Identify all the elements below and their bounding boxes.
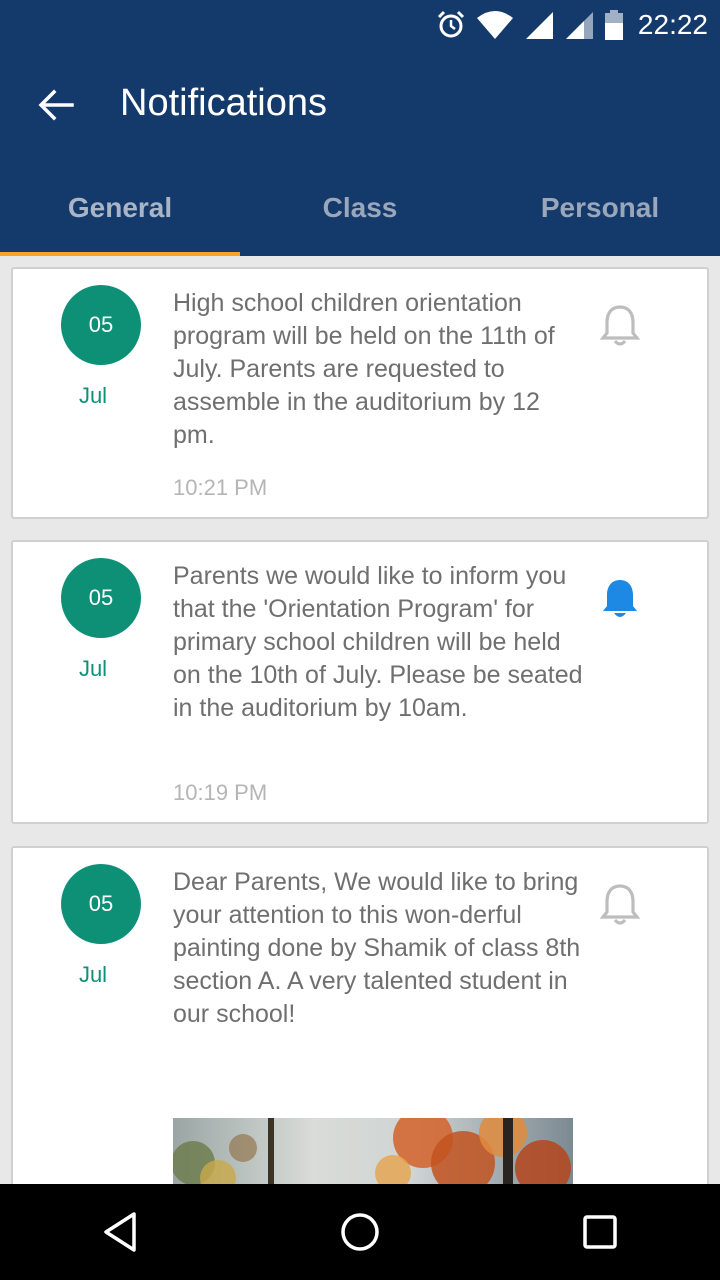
- page-title: Notifications: [120, 82, 327, 124]
- recents-square-icon: [580, 1212, 620, 1252]
- wifi-icon: [476, 10, 514, 40]
- signal-icon-2: [564, 10, 594, 40]
- nav-back-button[interactable]: [60, 1192, 180, 1272]
- status-icons: [436, 6, 708, 44]
- date-day-badge: 05: [61, 864, 141, 944]
- notification-card[interactable]: [11, 540, 709, 824]
- status-time: 22:22: [637, 9, 708, 40]
- back-button[interactable]: [28, 80, 84, 130]
- date-month: Jul: [78, 962, 108, 987]
- nav-home-button[interactable]: [300, 1192, 420, 1272]
- date-day-badge: 05: [61, 285, 141, 365]
- notification-card[interactable]: [11, 846, 709, 1184]
- tab-bar: [0, 160, 720, 256]
- system-nav-bar: [0, 1184, 720, 1280]
- arrow-left-icon: [38, 89, 74, 121]
- tab-general[interactable]: General: [0, 160, 240, 256]
- bell-outline-icon[interactable]: [597, 303, 643, 349]
- app-bar: [0, 50, 720, 160]
- home-circle-icon: [338, 1210, 382, 1254]
- notification-message: High school children orientation program will be held on the 11th of July. Parents are requested to assemble in the auditorium by 12 pm.: [173, 289, 555, 449]
- bell-filled-icon[interactable]: [597, 576, 643, 622]
- painting-image[interactable]: [173, 1118, 573, 1184]
- alarm-icon: [436, 10, 466, 40]
- status-bar: [0, 0, 720, 50]
- nav-recents-button[interactable]: [540, 1192, 660, 1272]
- notification-message: Dear Parents, We would like to bring your attention to this won-derful painting done by Shamik of class 8th section A. A very talented student in our school!: [173, 868, 581, 1028]
- bell-outline-icon[interactable]: [597, 882, 643, 928]
- date-day-badge: 05: [61, 558, 141, 638]
- date-month: Jul: [78, 656, 108, 681]
- painting-graphic: [173, 1118, 573, 1184]
- notification-card[interactable]: [11, 267, 709, 519]
- signal-icon: [524, 10, 554, 40]
- tab-personal[interactable]: Personal: [540, 192, 660, 223]
- notification-time: 10:19 PM: [173, 780, 268, 805]
- battery-icon: [604, 9, 624, 41]
- tab-class[interactable]: Class: [322, 192, 398, 223]
- back-triangle-icon: [100, 1210, 140, 1254]
- notification-time: 10:21 PM: [173, 475, 268, 500]
- notification-list[interactable]: [0, 256, 720, 1184]
- date-month: Jul: [78, 383, 108, 408]
- notification-message: Parents we would like to inform you that the 'Orientation Program' for primary school children will be held on the 10th of July. Please be seated in the auditorium by 10am.: [173, 562, 583, 722]
